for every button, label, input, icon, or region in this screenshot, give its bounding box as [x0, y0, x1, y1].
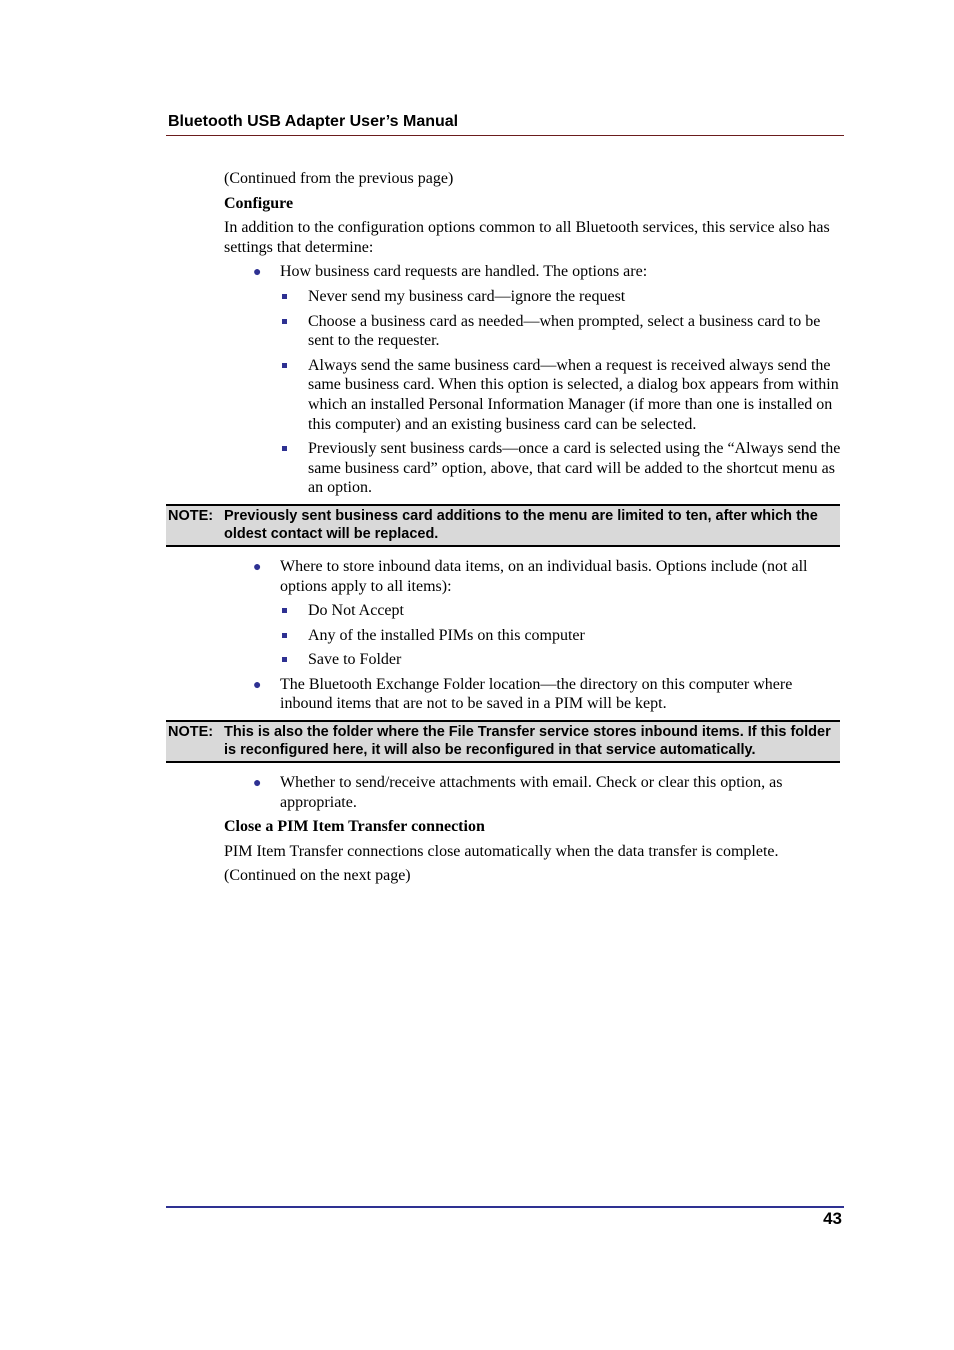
list-item [224, 262, 844, 282]
bullet-dot-icon: ● [253, 776, 262, 792]
note-text: This is also the folder where the File Transfer service stores inbound items. If this folder is reconfigured here, it will also be reconfigured in that service automatically. [224, 724, 831, 759]
note-box [166, 504, 840, 547]
list-item [224, 557, 844, 596]
list-item-text: Whether to send/receive attachments with email. Check or clear this option, as appropriate. [280, 774, 783, 811]
page-body [168, 169, 844, 891]
list-item [224, 675, 844, 714]
list-item-text: Where to store inbound data items, on an individual basis. Options include (not all options apply to all items): [280, 557, 808, 595]
sub-list-item [224, 439, 844, 498]
list-item-text: How business card requests are handled. The options are: [280, 263, 648, 281]
sub-list-item [224, 650, 844, 670]
configure-heading: Configure [224, 194, 294, 212]
note-label: NOTE: [168, 724, 214, 741]
sub-list-item-text: Always send the same business card—when a request is received always send the same business card. When this option is selected, a dialog box appears from within which an installed Personal Information Manager (if more than one is installed on this computer) and an existing business card can be selected. [308, 356, 839, 433]
square-bullet-icon [282, 363, 287, 368]
footer-rule [166, 1206, 844, 1208]
sub-list-item-text: Previously sent business cards—once a card is selected using the “Always send the same business card” option, above, that card will be added to the shortcut menu as an option. [308, 440, 841, 497]
sub-list-item-text: Do Not Accept [308, 602, 404, 620]
sub-list-item-text: Choose a business card as needed—when prompted, select a business card to be sent to the requester. [308, 312, 821, 350]
note-text: Previously sent business card additions to the menu are limited to ten, after which the oldest contact will be replaced. [224, 507, 818, 542]
square-bullet-icon [282, 633, 287, 638]
close-heading: Close a PIM Item Transfer connection [224, 818, 485, 836]
sub-list-item [224, 312, 844, 351]
note-label: NOTE: [168, 507, 214, 524]
sub-list-item-text: Save to Folder [308, 651, 402, 669]
square-bullet-icon [282, 657, 287, 662]
square-bullet-icon [282, 319, 287, 324]
continued-on-note: (Continued on the next page) [224, 867, 411, 885]
square-bullet-icon [282, 608, 287, 613]
list-item [224, 773, 844, 812]
bullet-dot-icon: ● [253, 265, 262, 281]
continued-from-note: (Continued from the previous page) [224, 170, 454, 187]
square-bullet-icon [282, 446, 287, 451]
sub-list-item [224, 356, 844, 434]
intro-paragraph: In addition to the configuration options common to all Bluetooth services, this service also has settings that determine: [224, 219, 830, 256]
bullet-dot-icon: ● [253, 559, 262, 575]
square-bullet-icon [282, 294, 287, 299]
header-rule [166, 135, 844, 136]
sub-list-item [224, 601, 844, 621]
bullet-dot-icon: ● [253, 677, 262, 693]
sub-list-item-text: Never send my business card—ignore the request [308, 287, 626, 305]
close-paragraph: PIM Item Transfer connections close automatically when the data transfer is complete. [224, 842, 779, 860]
sub-list-item [224, 626, 844, 646]
list-item-text: The Bluetooth Exchange Folder location—the directory on this computer where inbound items that are not to be saved in a PIM will be kept. [280, 675, 793, 713]
running-header-title: Bluetooth USB Adapter User’s Manual [168, 113, 459, 130]
sub-list-item [224, 287, 844, 307]
page-number: 43 [823, 1209, 842, 1228]
sub-list-item-text: Any of the installed PIMs on this computer [308, 626, 585, 644]
note-box [166, 720, 840, 763]
